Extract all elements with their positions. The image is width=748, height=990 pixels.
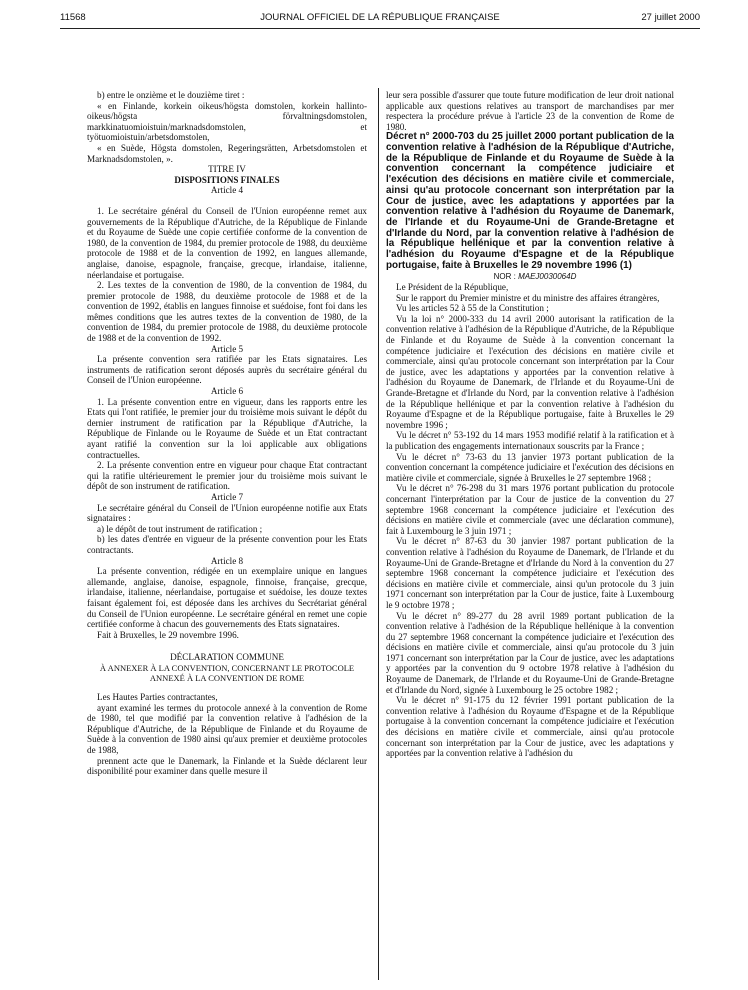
- decree-para-5: Vu le décret n° 53-192 du 14 mars 1953 modifié relatif à la ratification et à la publication des engagements internationaux souscrits par la France ;: [386, 430, 674, 452]
- page-number: 11568: [60, 12, 86, 23]
- article-6-para-1: 1. La présente convention entre en vigueur, dans les rapports entre les Etats qui l'ont ratifiée, le premier jour du troisième mois suivant le dépôt du dernier instrument de ratification par la République d'Autriche, la République de Finlande ou le Royaume de Suède et un Etat contractant ayant ratifié la convention sur la loi applicable aux obligations contractuelles.: [87, 396, 367, 460]
- article-8-para-1: La présente convention, rédigée en un exemplaire unique en langues allemande, anglaise, danoise, espagnole, finnoise, française, grecque, irlandaise, italienne, néerlandaise, portugaise et suédoise, les douze textes faisant également foi, est déposée dans les archives du Secrétariat général du Conseil de l'Union européenne. Le secrétaire général en remet une copie certifiée conforme à chacun des gouvernements des Etats signataires.: [87, 566, 367, 630]
- nor-label: NOR :: [493, 271, 516, 281]
- journal-title: JOURNAL OFFICIEL DE LA RÉPUBLIQUE FRANÇAISE: [260, 12, 500, 23]
- declaration-para-2: ayant examiné les termes du protocole annexé à la convention de Rome de 1980, tel que modifié par la convention relative à l'adhésion de la République d'Autriche, de la République de Finlande et du Royaume de Suède à la convention de 1980 ainsi qu'aux premier et deuxième protocoles de 1988,: [87, 702, 367, 756]
- decree-title: Décret n° 2000-703 du 25 juillet 2000 portant publication de la convention relative à l'adhésion de la République d'Autriche, de la République de Finlande et du Royaume de Suède à la convention concernant la compétence judiciaire et l'exécution des décisions en matière civile et commerciale, ainsi qu'au protocole concernant son interprétation par la Cour de justice, avec les adaptations y apportées par la convention relative à l'adhésion du Royaume de Danemark, de l'Irlande et du Royaume-Uni de Grande-Bretagne et d'Irlande du Nord, par la convention relative à l'adhésion de la République hellénique et par la convention relative à l'adhésion du Royaume d'Espagne et de la République portugaise, faite à Bruxelles le 29 novembre 1996 (1): [386, 131, 674, 271]
- column-divider: [378, 88, 379, 980]
- decree-para-7: Vu le décret n° 76-298 du 31 mars 1976 portant publication du protocole concernant l'interprétation par la Cour de justice de la convention du 27 septembre 1968 concernant la compétence judiciaire et l'exécution des décisions en matière civile et commerciale (avec une déclaration commune), fait à Luxembourg le 3 juin 1971 ;: [386, 483, 674, 536]
- declaration-para-3: prennent acte que le Danemark, la Finlande et la Suède déclarent leur disponibilité pour examiner dans quelle mesure il: [87, 755, 367, 777]
- article-7-para-1: Le secrétaire général du Conseil de l'Union européenne notifie aux Etats signataires :: [87, 502, 367, 524]
- amendment-finland: « en Finlande, korkein oikeus/högsta domstolen, korkein hallinto-oikeus/högsta förvaltningsdomstolen, markkinatuomioistuin/marknadsdomstolen, et työtuomioistuin/arbetsdomstolen,: [87, 100, 367, 143]
- declaration-heading: DÉCLARATION COMMUNE: [170, 652, 284, 663]
- nor-reference: [386, 272, 674, 283]
- decree-para-1: Le Président de la République,: [396, 282, 509, 293]
- article-8-heading: Article 8: [210, 555, 244, 566]
- decree-para-3: Vu les articles 52 à 55 de la Constitution ;: [396, 303, 549, 314]
- article-6-para-2: 2. La présente convention entre en vigueur pour chaque Etat contractant qui la ratifie ultérieurement le premier jour du troisième mois suivant le dépôt de son instrument de ratification.: [87, 460, 367, 492]
- declaration-subheading: À ANNEXER À LA CONVENTION, CONCERNANT LE PROTOCOLE ANNEXÉ À LA CONVENTION DE ROME: [99, 662, 355, 684]
- issue-date: 27 juillet 2000: [641, 12, 700, 23]
- article-7-item-a: a) le dépôt de tout instrument de ratification ;: [97, 523, 263, 534]
- title-heading: TITRE IV: [208, 164, 246, 175]
- article-5-heading: Article 5: [210, 343, 244, 354]
- article-4-heading: Article 4: [210, 185, 244, 196]
- article-7-item-b: b) les dates d'entrée en vigueur de la présente convention pour les Etats contractants.: [87, 534, 367, 555]
- decree-para-9: Vu le décret n° 89-277 du 28 avril 1989 portant publication de la convention relative à l'adhésion de la République hellénique à la convention du 27 septembre 1968 concernant la compétence judiciaire et l'exécution des décisions en matière civile et commerciale, ainsi qu'au protocole du 3 juin 1971 concernant son interprétation par la Cour de justice, avec les adaptations y apportées par la convention du 9 octobre 1978 relative à l'adhésion du Royaume de Danemark, de l'Irlande et du Royaume-Uni de Grande-Bretagne et d'Irlande du Nord, signée à Luxembourg le 25 octobre 1982 ;: [386, 610, 674, 695]
- nor-code: MAEJ0030064D: [518, 271, 577, 281]
- header-rule: [60, 28, 700, 29]
- amendment-intro: b) entre le onzième et le douzième tiret :: [97, 90, 245, 100]
- signature-line: Fait à Bruxelles, le 29 novembre 1996.: [97, 629, 239, 640]
- left-column: [87, 90, 367, 777]
- title-subheading: DISPOSITIONS FINALES: [174, 174, 280, 185]
- amendment-sweden: « en Suède, Högsta domstolen, Regeringsrätten, Arbetsdomstolen et Marknadsdomstolen, ».: [87, 142, 367, 164]
- article-4-para-2: 2. Les textes de la convention de 1980, de la convention de 1984, du premier protocole de 1988, du deuxième protocole de 1988 et de la convention de 1992, établis en langues finnoise et suédoise, font foi dans les mêmes conditions que les autres textes de la convention de 1980, de la convention de 1984, du premier protocole de 1988, du deuxième protocole de 1988 et de la convention de 1992.: [87, 280, 367, 344]
- declaration-continuation: leur sera possible d'assurer que toute future modification de leur droit national applicable aux questions relatives au transport de marchandises par mer respectera la procédure prévue à l'article 23 de la convention de Rome de 1980.: [386, 90, 674, 132]
- declaration-para-1: Les Hautes Parties contractantes,: [97, 692, 218, 703]
- page-header: [60, 8, 700, 28]
- decree-para-6: Vu le décret n° 73-63 du 13 janvier 1973 portant publication de la convention concernant la compétence judiciaire et l'exécution des décisions en matière civile et commerciale, signée à Bruxelles le 27 septembre 1968 ;: [386, 451, 674, 483]
- decree-para-4: Vu la loi n° 2000-333 du 14 avril 2000 autorisant la ratification de la convention relative à l'adhésion de la République d'Autriche, de la République de Finlande et du Royaume de Suède à la convention concernant la compétence judiciaire et l'exécution des décisions en matière civile et commerciale, ainsi qu'au protocole concernant son interprétation par la Cour de justice, avec les adaptations y apportées par la convention relative à l'adhésion du Royaume de Danemark, de l'Irlande et du Royaume-Uni de Grande-Bretagne et d'Irlande du Nord, par la convention relative à l'adhésion de la République hellénique et par la convention relative à l'adhésion du Royaume d'Espagne et de la République portugaise, faite à Bruxelles le 29 novembre 1996 ;: [386, 313, 674, 430]
- article-7-heading: Article 7: [210, 491, 244, 502]
- article-5-para-1: La présente convention sera ratifiée par les Etats signataires. Les instruments de ratification seront déposés auprès du secrétaire général du Conseil de l'Union européenne.: [87, 354, 367, 386]
- decree-para-10: Vu le décret n° 91-175 du 12 février 1991 portant publication de la convention relative à l'adhésion du Royaume d'Espagne et de la République portugaise à la convention concernant la compétence judiciaire et l'exécution des décisions en matière civile et commerciale, ainsi qu'au protocole concernant son interprétation par la Cour de justice, avec les adaptations y apportées par la convention relative à l'adhésion du: [386, 695, 674, 759]
- decree-para-2: Sur le rapport du Premier ministre et du ministre des affaires étrangères,: [396, 292, 660, 303]
- right-column: [386, 90, 674, 759]
- decree-para-8: Vu le décret n° 87-63 du 30 janvier 1987 portant publication de la convention relative à l'adhésion du Royaume de Danemark, de l'Irlande et du Royaume-Uni de Grande-Bretagne et d'Irlande du Nord à la convention du 27 septembre 1968 concernant la compétence judiciaire et l'exécution des décisions en matière civile et commerciale, ainsi qu'un protocole du 3 juin 1971 concernant son interprétation par la Cour de justice, faite à Luxembourg le 9 octobre 1978 ;: [386, 536, 674, 610]
- article-6-heading: Article 6: [210, 386, 244, 397]
- article-4-para-1: 1. Le secrétaire général du Conseil de l'Union européenne remet aux gouvernements de la République d'Autriche, de la République de Finlande et du Royaume de Suède une copie certifiée conforme de la convention de 1980, de la convention de 1984, du premier protocole de 1988, du deuxième protocole de 1988 et de la convention de 1992, en langues allemande, anglaise, danoise, espagnole, française, grecque, irlandaise, italienne, néerlandaise et portugaise.: [87, 205, 367, 280]
